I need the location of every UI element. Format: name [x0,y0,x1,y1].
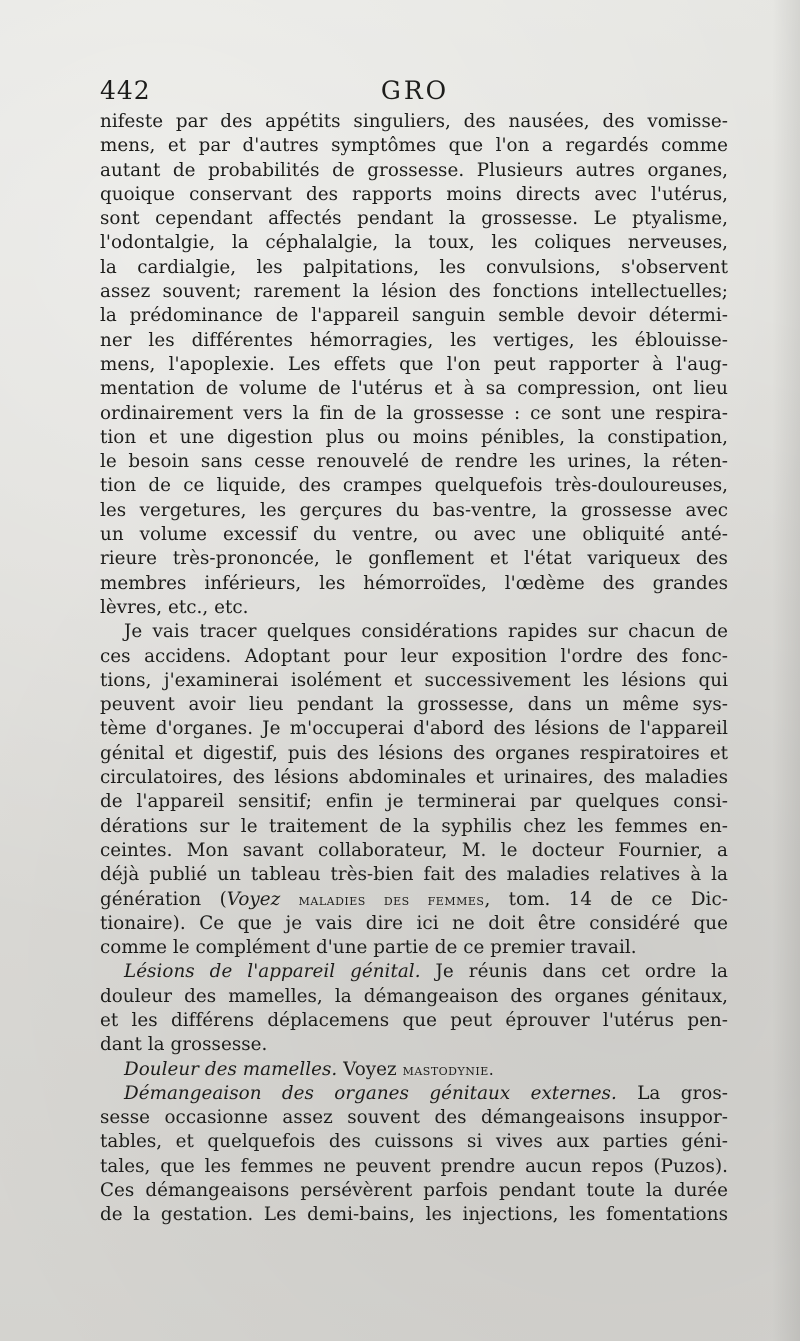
text-line: la cardialgie, les palpitations, les convulsions, s'observent [100,256,728,278]
text-line: Ces démangeaisons persévèrent parfois pendant toute la durée [100,1180,728,1202]
text-line: Je vais tracer quelques considérations rapides sur chacun de [124,621,728,643]
running-head: GRO [380,76,450,105]
text-line: tionaire). Ce que je vais dire ici ne doit être considéré que [100,912,728,934]
cross-reference: maladies des femmes [298,889,485,909]
text-line [100,888,728,912]
text-line: mens, l'apoplexie. Les effets que l'on peut rapporter à l'aug- [100,353,728,375]
text-line: et les différens déplacemens que peut éprouver l'utérus pen- [100,1009,728,1031]
text-line: génital et digestif, puis des lésions des organes respiratoires et [100,742,728,764]
text-line: tème d'organes. Je m'occuperai d'abord des lésions de l'appareil [100,718,728,740]
text-line: sesse occasionne assez souvent des démangeaisons insuppor- [100,1107,728,1129]
text-line: autant de probabilités de grossesse. Plusieurs autres organes, [100,159,728,181]
text-line: dérations sur le traitement de la syphilis chez les femmes en- [100,815,728,837]
text-segment: Je réunis dans cet ordre la [420,961,728,983]
text-line: déjà publié un tableau très-bien fait des maladies relatives à la [100,864,728,886]
text-segment: , tom. 14 de ce Dic- [484,888,728,910]
text-segment: Voyez [337,1058,403,1080]
text-line: mens, et par d'autres symptômes que l'on a regardés comme [100,135,728,157]
text-line: de la gestation. Les demi-bains, les injections, les fomentations [100,1204,728,1226]
text-segment: La gros- [616,1082,728,1104]
text-line: mentation de volume de l'utérus et à sa compression, ont lieu [100,378,728,400]
text-line: nifeste par des appétits singuliers, des nausées, des vomisse- [100,111,728,132]
section-heading: Démangeaison des organes génitaux externes. [124,1082,617,1104]
text-line: l'odontalgie, la céphalalgie, la toux, les coliques nerveuses, [100,232,728,254]
text-line: tion et une digestion plus ou moins pénibles, la constipation, [100,426,728,448]
section-heading: Douleur des mamelles. [124,1058,338,1080]
text-line: les vergetures, les gerçures du bas-ventre, la grossesse avec [100,499,728,521]
text-line: tables, et quelquefois des cuissons si vives aux parties géni- [100,1131,728,1153]
page-edge-shadow [772,0,800,1341]
text-line: ces accidens. Adoptant pour leur exposition l'ordre des fonc- [100,645,728,667]
body-text [100,110,728,1228]
section-heading: Lésions de l'appareil génital. [124,961,421,983]
text-segment: génération ( [100,888,227,910]
text-line: un volume excessif du ventre, ou avec une obliquité anté- [100,524,728,546]
text-line: sont cependant affectés pendant la grossesse. Le ptyalisme, [100,208,728,230]
text-line: ceintes. Mon savant collaborateur, M. le docteur Fournier, a [100,839,728,861]
text-line: la prédominance de l'appareil sanguin semble devoir détermi- [100,305,728,327]
text-line: dant la grossesse. [100,1034,268,1056]
text-line: peuvent avoir lieu pendant la grossesse, dans un même sys- [100,694,728,716]
text-line: circulatoires, des lésions abdominales et urinaires, des maladies [100,767,728,789]
text-line [100,1058,728,1082]
text-line: rieure très-prononcée, le gonflement et l'état variqueux des [100,548,728,570]
page-number: 442 [100,76,151,105]
text-line [100,960,728,984]
text-line: ordinairement vers la fin de la grossesse : ce sont une respira- [100,402,728,424]
text-line: comme le complément d'une partie de ce premier travail. [100,937,637,959]
page-header [100,76,730,110]
text-line: quoique conservant des rapports moins directs avec l'utérus, [100,183,728,205]
cross-reference: mastodynie. [402,1059,495,1079]
text-line: lèvres, etc., etc. [100,596,249,618]
text-line [100,1082,728,1106]
text-line: douleur des mamelles, la démangeaison des organes génitaux, [100,985,728,1007]
text-line: membres inférieurs, les hémorroïdes, l'œdème des grandes [100,572,728,594]
text-line: assez souvent; rarement la lésion des fonctions intellectuelles; [100,281,728,303]
text-line: de l'appareil sensitif; enfin je terminerai par quelques consi- [100,791,728,813]
text-line: le besoin sans cesse renouvelé de rendre les urines, la réten- [100,451,728,473]
text-line: tions, j'examinerai isolément et successivement les lésions qui [100,669,728,691]
text-segment-italic: Voyez [226,888,281,910]
text-line: ner les différentes hémorragies, les vertiges, les éblouisse- [100,329,728,351]
text-line: tales, que les femmes ne peuvent prendre aucun repos (Puzos). [100,1155,728,1177]
text-line: tion de ce liquide, des crampes quelquefois très-douloureuses, [100,475,728,497]
